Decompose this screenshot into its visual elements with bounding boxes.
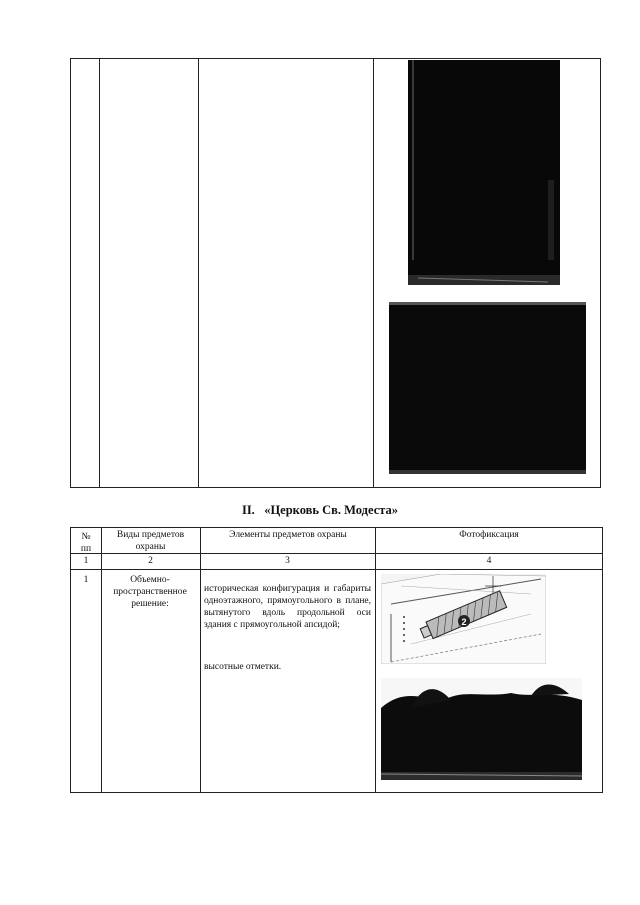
header-photo: Фотофиксация bbox=[459, 530, 519, 540]
header-types: Виды предметов охраны bbox=[116, 530, 185, 552]
col-number-3: 3 bbox=[285, 556, 290, 566]
col-number-4: 4 bbox=[486, 556, 492, 566]
col-number-1: 1 bbox=[83, 556, 89, 566]
photo-building-detail bbox=[389, 302, 586, 474]
row-element-height: высотные отметки. bbox=[204, 662, 282, 672]
row-element-text: историческая конфигурация и габариты одноэтажного, прямоугольного в плане, вытянутого вдоль продольной оси здания с прямоугольной апсидой; bbox=[204, 584, 371, 630]
header-elements: Элементы предметов охраны bbox=[229, 530, 347, 540]
photo-building-facade bbox=[408, 60, 560, 285]
col-number-2: 2 bbox=[148, 556, 153, 566]
row-num: 1 bbox=[83, 575, 89, 585]
plan-marker: 2 bbox=[461, 617, 467, 627]
section-number: II. bbox=[241, 503, 255, 517]
section-title bbox=[0, 503, 640, 518]
site-plan-image bbox=[381, 574, 546, 664]
header-num: № пп bbox=[80, 532, 92, 554]
section-name: «Церковь Св. Модеста» bbox=[264, 503, 399, 517]
photo-church bbox=[381, 678, 582, 780]
row-type: Объемно-пространственное решение: bbox=[113, 575, 187, 609]
